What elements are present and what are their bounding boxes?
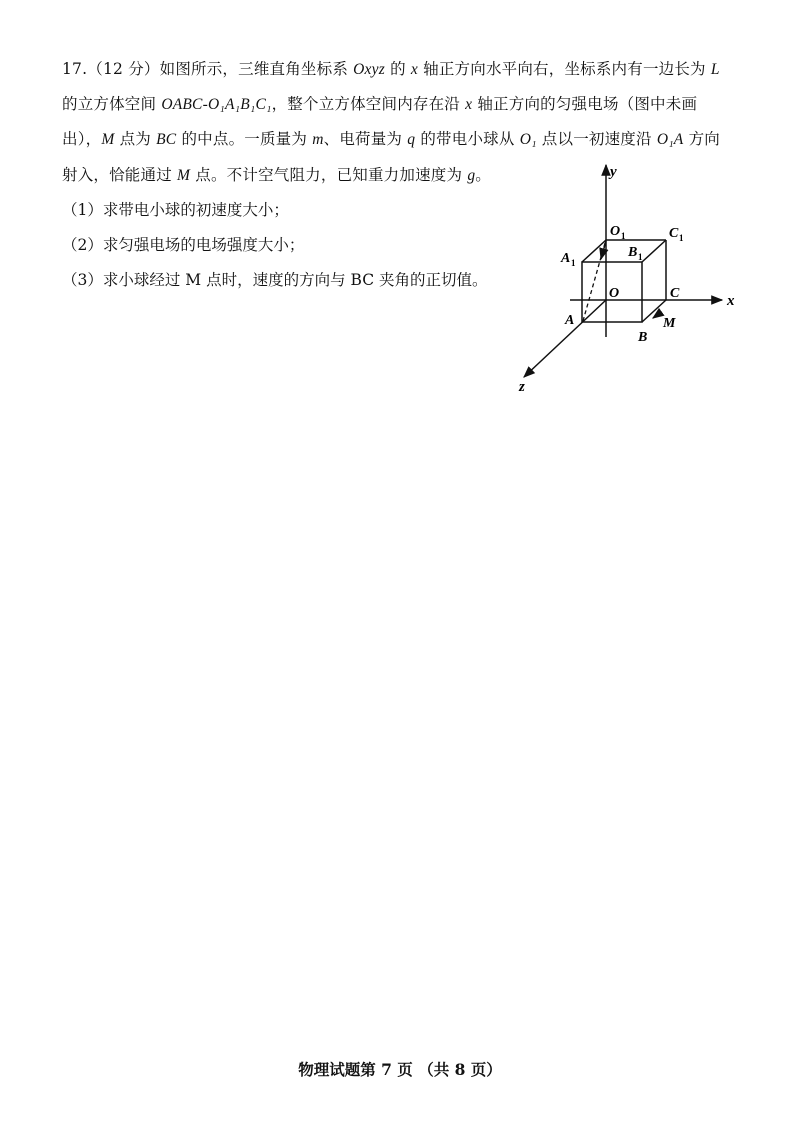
- var-BC: BC: [156, 131, 177, 148]
- edge-C1-B1: [642, 240, 666, 262]
- problem-line-2: [62, 93, 697, 116]
- label-B1-sub: 1: [638, 252, 643, 262]
- text-segment: 的中点。一质量为: [176, 130, 313, 148]
- label-A1-sub: 1: [571, 258, 576, 268]
- question-3: （3）求小球经过 M 点时，速度的方向与 BC 夹角的正切值。: [62, 271, 488, 289]
- label-z: z: [519, 379, 525, 395]
- label-O1: O: [610, 224, 621, 239]
- text-segment: 点。不计空气阻力，已知重力加速度为: [190, 166, 468, 184]
- question-2: （2）求匀强电场的电场强度大小；: [62, 236, 305, 254]
- label-B: B: [638, 330, 648, 345]
- text-segment: 的立方体空间: [62, 95, 162, 113]
- problem-line-4: [62, 164, 491, 187]
- var-O1A: O₁A: [656, 131, 684, 148]
- label-A1: A: [561, 251, 571, 266]
- var-M: M: [101, 131, 115, 148]
- text-segment: 点以一初速度沿: [536, 130, 657, 148]
- cube-figure: [510, 155, 750, 400]
- cube-name: OABC-O₁A₁B₁C₁: [161, 96, 272, 113]
- label-y: y: [610, 164, 617, 180]
- var-x-2: x: [465, 96, 473, 113]
- z-axis: [524, 300, 606, 377]
- text-segment: 点为: [114, 130, 157, 148]
- var-M-2: M: [177, 167, 191, 184]
- page-footer: 物理试题第 7 页 （共 8 页）: [298, 1060, 502, 1079]
- text-segment: 轴正方向的匀强电场（图中未画: [472, 95, 698, 113]
- problem-line-1: [62, 58, 720, 81]
- label-O: O: [609, 286, 620, 301]
- text-segment: 轴正方向水平向右，坐标系内有一边长为: [418, 60, 711, 78]
- text-segment: 如图所示，三维直角坐标系: [159, 60, 354, 78]
- label-x: x: [727, 293, 735, 309]
- var-g: g: [467, 167, 476, 184]
- text-segment: 射入，恰能通过: [62, 166, 178, 184]
- problem-number: 17.: [62, 60, 88, 78]
- label-O1-sub: 1: [621, 231, 626, 241]
- M-pointer: [653, 313, 660, 318]
- text-segment: 出），: [62, 130, 102, 148]
- text-segment: 的带电小球从: [415, 130, 520, 148]
- label-C1-sub: 1: [679, 233, 684, 243]
- var-m: m: [312, 131, 324, 148]
- label-M: M: [663, 316, 676, 331]
- var-x: x: [410, 61, 419, 78]
- text-segment: 方向: [683, 130, 721, 148]
- var-L: L: [710, 61, 720, 78]
- text-segment: ，整个立方体空间内存在沿: [271, 95, 466, 113]
- label-C1: C: [669, 226, 679, 241]
- var-O1: O₁: [519, 131, 537, 148]
- problem-line-3: [62, 128, 720, 151]
- label-C: C: [670, 286, 680, 301]
- coordinate-system-name: Oxyz: [353, 61, 385, 78]
- label-B1: B: [628, 245, 638, 260]
- text-segment: 、电荷量为: [323, 130, 408, 148]
- var-q: q: [407, 131, 416, 148]
- problem-score: （12 分）: [87, 60, 160, 78]
- label-A: A: [565, 313, 575, 328]
- question-1: （1）求带电小球的初速度大小；: [62, 201, 289, 219]
- text-segment: 的: [384, 60, 411, 78]
- text-segment: 。: [475, 166, 491, 184]
